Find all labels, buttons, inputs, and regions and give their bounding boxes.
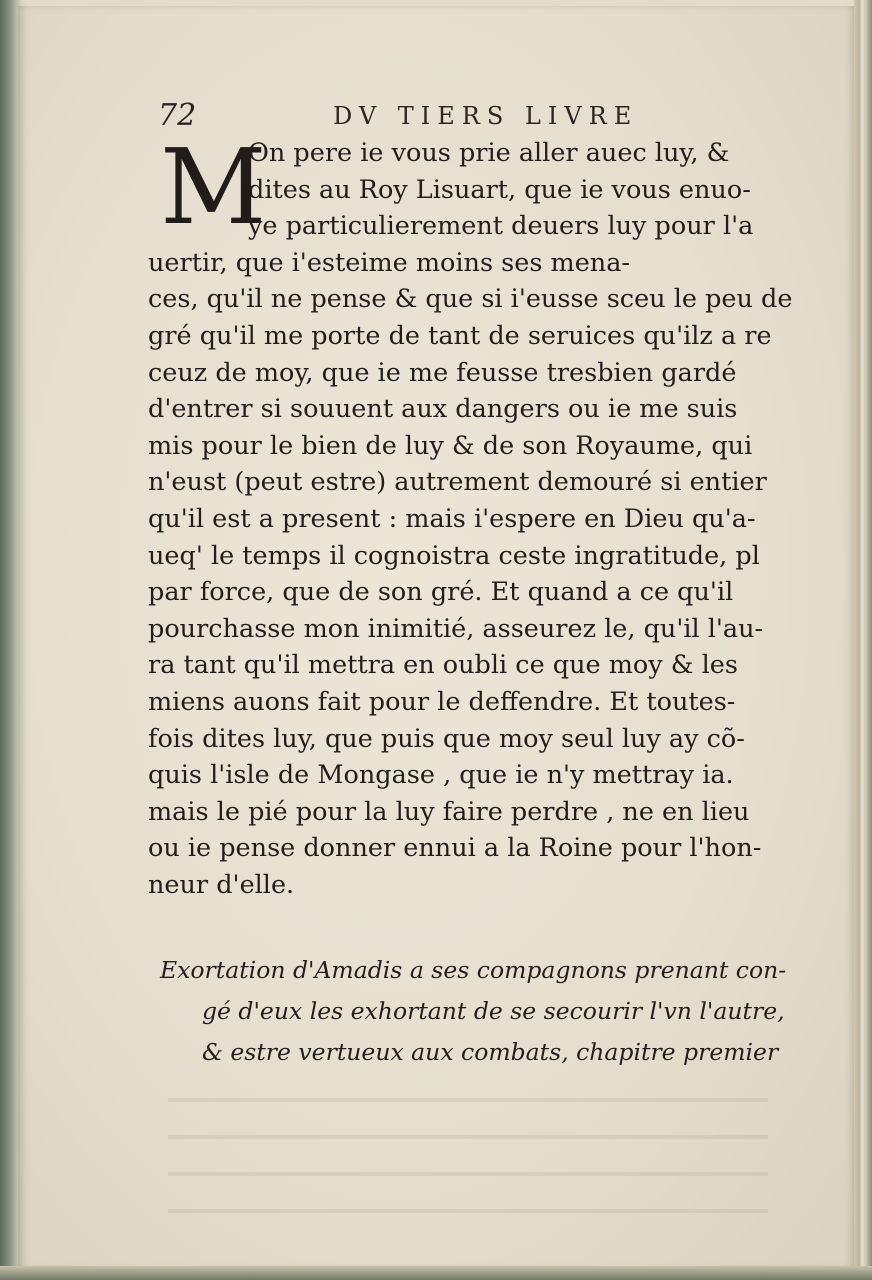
text-line: ra tant qu'il mettra en oubli ce que moy & les: [148, 650, 738, 681]
text-line: gré qu'il me porte de tant de seruices qu'ilz a re: [148, 320, 772, 351]
text-line: mis pour le bien de luy & de son Royaume, qui: [148, 430, 753, 461]
page-edges: [854, 0, 872, 1280]
scan-bottom-edge: [0, 1266, 872, 1280]
text-line: uertir, que i'esteime moins ses mena-: [148, 247, 631, 278]
text-line: ou ie pense donner ennui a la Roine pour l'hon-: [148, 833, 762, 864]
text-line: fois dites luy, que puis que moy seul luy ay cõ-: [148, 723, 745, 754]
running-head: DV TIERS LIVRE: [333, 102, 639, 130]
text-line: d'entrer si souuent aux dangers ou ie me suis: [148, 394, 738, 425]
chapter-heading: [160, 950, 787, 1073]
text-line: qu'il est a present : mais i'espere en Dieu qu'a-: [148, 503, 756, 534]
text-line: mais le pié pour la luy faire perdre , ne en lieu: [148, 796, 750, 827]
text-line: On pere ie vous prie aller auec luy, &: [248, 138, 730, 168]
text-line: quis l'isle de Mongase , que ie n'y mettray ia.: [148, 760, 734, 791]
page-number: 72: [158, 98, 197, 133]
chapter-heading-line: Exortation d'Amadis a ses compagnons prenant con-: [160, 956, 787, 984]
text-line: dites au Roy Lisuart, que ie vous enuo-: [248, 174, 751, 205]
body-text: [148, 126, 793, 903]
text-line: ces, qu'il ne pense & que si i'eusse sceu le peu de: [148, 284, 793, 315]
text-line: miens auons fait pour le deffendre. Et toutes-: [148, 686, 736, 717]
show-through-text: [168, 1076, 768, 1236]
chapter-heading-line: gé d'eux les exhortant de se secourir l'vn l'autre,: [202, 997, 785, 1025]
text-line: neur d'elle.: [148, 869, 295, 900]
chapter-heading-line: & estre vertueux aux combats, chapitre premier: [202, 1038, 779, 1066]
text-line: ye particulierement deuers luy pour l'a: [248, 211, 754, 242]
text-line: n'eust (peut estre) autrement demouré si entier: [148, 467, 767, 498]
text-line: ceuz de moy, que ie me feusse tresbien gardé: [148, 357, 737, 388]
drop-capital: M: [160, 126, 267, 248]
text-line: ueq' le temps il cognoistra ceste ingratitude, pl: [148, 540, 760, 571]
text-line: par force, que de son gré. Et quand a ce qu'il: [148, 577, 734, 608]
text-line: pourchasse mon inimitié, asseurez le, qu'il l'au-: [148, 613, 764, 644]
